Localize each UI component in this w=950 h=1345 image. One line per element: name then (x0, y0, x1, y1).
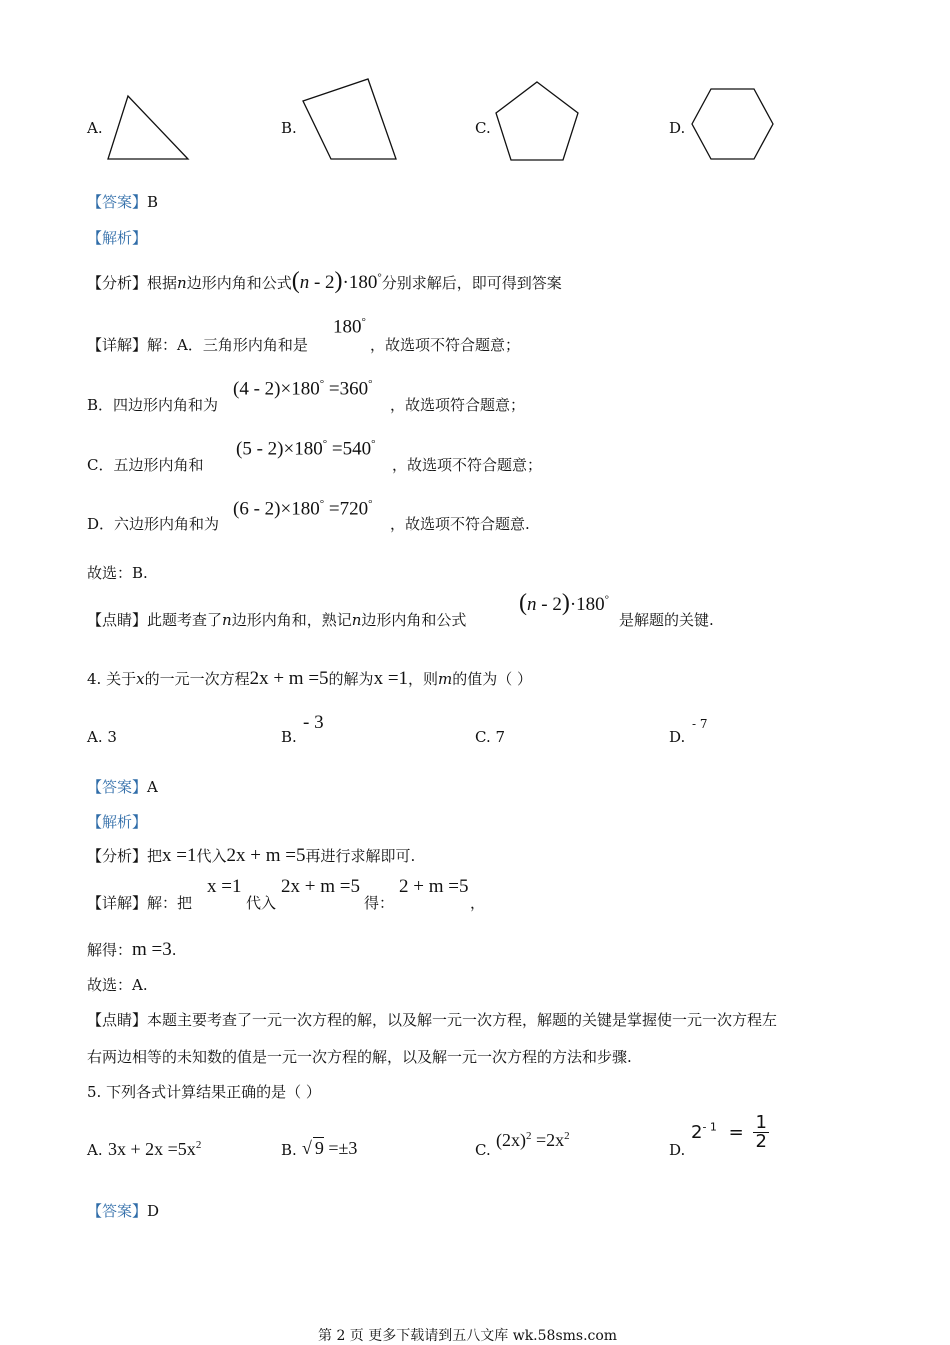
option-c-label: C. (475, 119, 491, 137)
q4-option-c: C. 7 (475, 728, 506, 746)
quadrilateral-figure (295, 75, 405, 165)
q4-xiangjie: 【详解】解：把 (87, 894, 193, 912)
q3-xiangjie-line1: 【详解】解：A．三角形内角和是 (87, 336, 308, 354)
pentagon-figure (492, 78, 584, 166)
q4-jiede: 解得：m =3. (87, 939, 177, 960)
q5-option-b: √ 9 =±3 (302, 1138, 358, 1158)
triangle-figure (100, 90, 200, 165)
q5-option-d: $2^{- 1}$ = $\frac{1}{2}$ (691, 1112, 767, 1152)
math-line2: (4 - 2)×180° =360° (233, 378, 373, 400)
q4-fenxi: 【分析】把x =1代入2x + m =5再进行求解即可. (87, 845, 416, 866)
q5-option-a-label: A. (87, 1141, 103, 1159)
math-dianjing-formula: (n - 2)·180° (519, 590, 610, 616)
q4-guxuan: 故选：A. (87, 976, 148, 994)
q4-dianjing-line1: 【点睛】本题主要考查了一元一次方程的解，以及解一元一次方程，解题的关键是掌握使一元一次方程左 (87, 1011, 778, 1029)
q4-stem: 4. 关于x的一元一次方程2x + m =5的解为x =1，则m的值为（ ） (87, 668, 533, 689)
q4-option-d: D. (669, 728, 686, 746)
hexagon-figure (688, 86, 778, 164)
q3-guxuan: 故选：B. (87, 564, 148, 582)
math-line4: (6 - 2)×180° =720° (233, 498, 373, 520)
q4-answer: 【答案】A (87, 778, 158, 796)
q4-option-b: B. (281, 728, 297, 746)
q3-analysis-tag: 【解析】 (87, 229, 148, 247)
option-b-label: B. (281, 119, 297, 137)
q5-stem: 5. 下列各式计算结果正确的是（ ） (87, 1083, 321, 1101)
q4-analysis-tag: 【解析】 (87, 813, 148, 831)
option-d-label: D. (669, 119, 686, 137)
q3-fenxi: 【分析】根据n边形内角和公式(n - 2)·180°分别求解后，即可得到答案 (87, 268, 562, 294)
q5-option-b-label: B. (281, 1141, 297, 1159)
q5-option-d-label: D. (669, 1141, 686, 1159)
q4-option-a: A. 3 (87, 728, 117, 746)
q3-line4: D．六边形内角和为 (87, 515, 220, 533)
q3-dianjing: 【点睛】此题考查了n边形内角和，熟记n边形内角和公式 (87, 611, 467, 629)
q5-option-a: $3x + 2x =5x^2$ (108, 1139, 202, 1159)
q3-line3: C．五边形内角和 (87, 456, 204, 474)
math-line3: (5 - 2)×180° =540° (236, 438, 376, 460)
q5-option-c-label: C. (475, 1141, 491, 1159)
q3-answer: 【答案】B (87, 193, 159, 211)
q5-option-c: $(2x)^2 =2x^2$ (496, 1130, 570, 1150)
math-180: 180° (333, 316, 366, 338)
q4-option-d-value: - 7 (692, 717, 708, 731)
q4-dianjing-line2: 右两边相等的未知数的值是一元一次方程的解，以及解一元一次方程的方法和步骤. (87, 1048, 632, 1066)
q3-line2: B．四边形内角和为 (87, 396, 219, 414)
q5-answer: 【答案】D (87, 1202, 160, 1220)
page-footer: 第 2 页 更多下载请到五八文库 wk.58sms.com (318, 1328, 618, 1344)
q4-option-b-value: - 3 (303, 712, 324, 733)
option-a-label: A. (87, 119, 103, 137)
